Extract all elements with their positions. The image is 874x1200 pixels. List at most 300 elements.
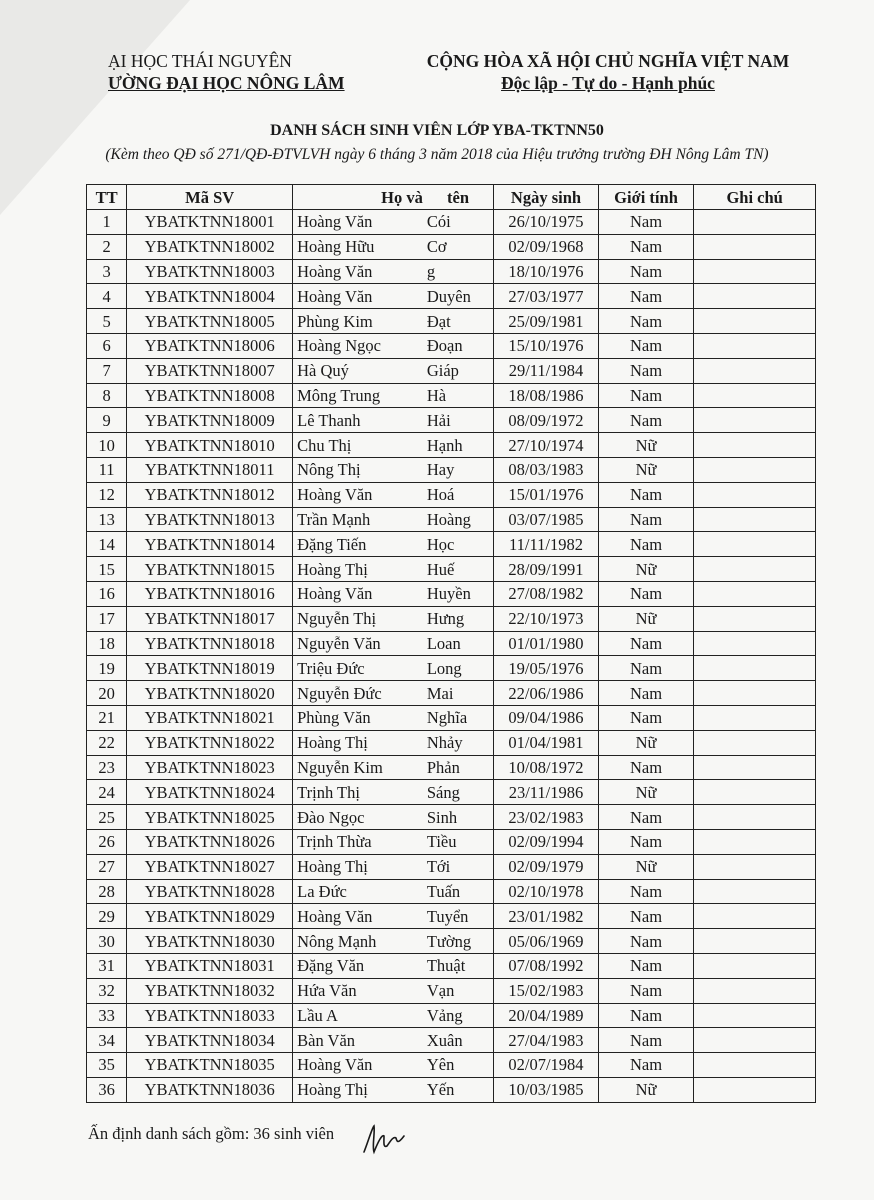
row-tt: 31 (87, 953, 127, 978)
row-tt: 20 (87, 681, 127, 706)
folded-corner (0, 0, 190, 215)
row-ma-sv: YBATKTNN18014 (127, 532, 293, 557)
row-ho: Trịnh Thị (293, 780, 423, 805)
header-ngay-sinh: Ngày sinh (494, 185, 599, 210)
row-tt: 29 (87, 904, 127, 929)
row-ngay-sinh: 22/10/1973 (494, 606, 599, 631)
row-ma-sv: YBATKTNN18010 (127, 433, 293, 458)
table-row (87, 656, 816, 681)
row-gioi-tinh: Nam (598, 1053, 694, 1078)
row-gioi-tinh: Nam (598, 507, 694, 532)
row-ghi-chu (694, 1053, 816, 1078)
table-row (87, 557, 816, 582)
row-gioi-tinh: Nữ (598, 606, 694, 631)
row-ho: Hoàng Văn (293, 581, 423, 606)
row-ngay-sinh: 28/09/1991 (494, 557, 599, 582)
row-gioi-tinh: Nam (598, 656, 694, 681)
row-ghi-chu (694, 309, 816, 334)
row-ho: La Đức (293, 879, 423, 904)
row-ho: Hà Quý (293, 358, 423, 383)
row-ma-sv: YBATKTNN18002 (127, 234, 293, 259)
row-ngay-sinh: 15/01/1976 (494, 482, 599, 507)
row-ho: Mông Trung (293, 383, 423, 408)
row-ghi-chu (694, 532, 816, 557)
row-ho: Nguyễn Thị (293, 606, 423, 631)
table-row (87, 284, 816, 309)
row-ten: Tiều (423, 829, 494, 854)
row-ho: Nguyễn Đức (293, 681, 423, 706)
row-ma-sv: YBATKTNN18012 (127, 482, 293, 507)
row-ho: Đào Ngọc (293, 805, 423, 830)
student-table (86, 184, 816, 1103)
row-tt: 9 (87, 408, 127, 433)
row-ho: Bàn Văn (293, 1028, 423, 1053)
row-ma-sv: YBATKTNN18001 (127, 210, 293, 235)
row-ngay-sinh: 02/09/1994 (494, 829, 599, 854)
row-ghi-chu (694, 433, 816, 458)
header-ten: tên (423, 185, 494, 210)
row-ngay-sinh: 26/10/1975 (494, 210, 599, 235)
table-row (87, 1028, 816, 1053)
row-ten: Đạt (423, 309, 494, 334)
table-row (87, 854, 816, 879)
row-ten: Huyền (423, 581, 494, 606)
row-tt: 14 (87, 532, 127, 557)
row-ten: Phản (423, 755, 494, 780)
row-gioi-tinh: Nam (598, 978, 694, 1003)
row-ma-sv: YBATKTNN18011 (127, 457, 293, 482)
row-ngay-sinh: 23/11/1986 (494, 780, 599, 805)
row-ma-sv: YBATKTNN18005 (127, 309, 293, 334)
row-ngay-sinh: 23/01/1982 (494, 904, 599, 929)
table-row (87, 309, 816, 334)
row-gioi-tinh: Nữ (598, 780, 694, 805)
row-ma-sv: YBATKTNN18033 (127, 1003, 293, 1028)
table-row (87, 953, 816, 978)
row-ten: Yến (423, 1077, 494, 1102)
row-gioi-tinh: Nam (598, 929, 694, 954)
row-ngay-sinh: 22/06/1986 (494, 681, 599, 706)
row-ho: Trịnh Thừa (293, 829, 423, 854)
table-header-row (87, 185, 816, 210)
header-gioi-tinh: Giới tính (598, 185, 694, 210)
row-tt: 11 (87, 457, 127, 482)
row-ten: Sáng (423, 780, 494, 805)
row-ngay-sinh: 27/03/1977 (494, 284, 599, 309)
row-ngay-sinh: 18/10/1976 (494, 259, 599, 284)
row-ghi-chu (694, 705, 816, 730)
table-row (87, 433, 816, 458)
row-ten: Huế (423, 557, 494, 582)
row-ma-sv: YBATKTNN18022 (127, 730, 293, 755)
table-row (87, 1003, 816, 1028)
row-tt: 10 (87, 433, 127, 458)
row-ghi-chu (694, 482, 816, 507)
national-title: CỘNG HÒA XÃ HỘI CHỦ NGHĨA VIỆT NAM (426, 51, 790, 71)
row-ten: Nghĩa (423, 705, 494, 730)
row-ghi-chu (694, 829, 816, 854)
row-ten: Đoạn (423, 333, 494, 358)
row-tt: 35 (87, 1053, 127, 1078)
row-ma-sv: YBATKTNN18016 (127, 581, 293, 606)
row-gioi-tinh: Nam (598, 333, 694, 358)
row-ho: Hoàng Thị (293, 854, 423, 879)
row-tt: 12 (87, 482, 127, 507)
row-ngay-sinh: 08/09/1972 (494, 408, 599, 433)
row-tt: 4 (87, 284, 127, 309)
row-ma-sv: YBATKTNN18021 (127, 705, 293, 730)
table-row (87, 234, 816, 259)
table-row (87, 978, 816, 1003)
row-ghi-chu (694, 408, 816, 433)
row-ho: Chu Thị (293, 433, 423, 458)
row-ma-sv: YBATKTNN18013 (127, 507, 293, 532)
row-gioi-tinh: Nữ (598, 557, 694, 582)
row-ma-sv: YBATKTNN18009 (127, 408, 293, 433)
row-ngay-sinh: 18/08/1986 (494, 383, 599, 408)
table-row (87, 705, 816, 730)
row-ngay-sinh: 07/08/1992 (494, 953, 599, 978)
row-ho: Đặng Tiến (293, 532, 423, 557)
document-subtitle: (Kèm theo QĐ số 271/QĐ-ĐTVLVH ngày 6 tháng 3 năm 2018 của Hiệu trưởng trường ĐH Nông Lâm TN) (105, 146, 769, 163)
row-gioi-tinh: Nam (598, 631, 694, 656)
table-row (87, 457, 816, 482)
row-ho: Hoàng Văn (293, 1053, 423, 1078)
table-row (87, 333, 816, 358)
row-ma-sv: YBATKTNN18028 (127, 879, 293, 904)
row-tt: 13 (87, 507, 127, 532)
table-row (87, 631, 816, 656)
row-ghi-chu (694, 953, 816, 978)
row-gioi-tinh: Nam (598, 681, 694, 706)
row-ngay-sinh: 02/10/1978 (494, 879, 599, 904)
row-ngay-sinh: 27/08/1982 (494, 581, 599, 606)
document-title: DANH SÁCH SINH VIÊN LỚP YBA-TKTNN50 (270, 122, 604, 139)
row-gioi-tinh: Nam (598, 210, 694, 235)
row-ghi-chu (694, 383, 816, 408)
row-ngay-sinh: 09/04/1986 (494, 705, 599, 730)
table-row (87, 929, 816, 954)
row-tt: 7 (87, 358, 127, 383)
row-gioi-tinh: Nữ (598, 433, 694, 458)
row-gioi-tinh: Nữ (598, 1077, 694, 1102)
row-gioi-tinh: Nam (598, 383, 694, 408)
row-gioi-tinh: Nam (598, 259, 694, 284)
row-gioi-tinh: Nam (598, 408, 694, 433)
row-ten: Yên (423, 1053, 494, 1078)
row-tt: 25 (87, 805, 127, 830)
row-ma-sv: YBATKTNN18017 (127, 606, 293, 631)
row-ma-sv: YBATKTNN18007 (127, 358, 293, 383)
row-ho: Hoàng Văn (293, 482, 423, 507)
row-ngay-sinh: 10/03/1985 (494, 1077, 599, 1102)
row-ghi-chu (694, 581, 816, 606)
row-ghi-chu (694, 333, 816, 358)
row-ghi-chu (694, 284, 816, 309)
row-tt: 15 (87, 557, 127, 582)
row-ma-sv: YBATKTNN18031 (127, 953, 293, 978)
issuer-header (108, 50, 398, 94)
table-row (87, 755, 816, 780)
row-ho: Nguyễn Kim (293, 755, 423, 780)
table-row (87, 904, 816, 929)
row-ho: Hoàng Thị (293, 1077, 423, 1102)
row-ten: Tới (423, 854, 494, 879)
row-ho: Đặng Văn (293, 953, 423, 978)
row-tt: 36 (87, 1077, 127, 1102)
row-ghi-chu (694, 681, 816, 706)
table-row (87, 1077, 816, 1102)
row-tt: 5 (87, 309, 127, 334)
row-ma-sv: YBATKTNN18004 (127, 284, 293, 309)
row-ngay-sinh: 27/10/1974 (494, 433, 599, 458)
row-ten: Tuấn (423, 879, 494, 904)
row-ghi-chu (694, 606, 816, 631)
table-row (87, 681, 816, 706)
row-ghi-chu (694, 1003, 816, 1028)
row-ngay-sinh: 29/11/1984 (494, 358, 599, 383)
national-motto: Độc lập - Tự do - Hạnh phúc (501, 73, 715, 93)
row-tt: 26 (87, 829, 127, 854)
row-ngay-sinh: 27/04/1983 (494, 1028, 599, 1053)
row-gioi-tinh: Nữ (598, 854, 694, 879)
row-ma-sv: YBATKTNN18036 (127, 1077, 293, 1102)
row-ho: Lầu A (293, 1003, 423, 1028)
table-row (87, 532, 816, 557)
row-ma-sv: YBATKTNN18003 (127, 259, 293, 284)
table-row (87, 358, 816, 383)
row-ma-sv: YBATKTNN18023 (127, 755, 293, 780)
row-tt: 8 (87, 383, 127, 408)
row-tt: 34 (87, 1028, 127, 1053)
row-ho: Hứa Văn (293, 978, 423, 1003)
row-tt: 23 (87, 755, 127, 780)
row-ten: Tường (423, 929, 494, 954)
row-ho: Hoàng Thị (293, 557, 423, 582)
row-ho: Hoàng Ngọc (293, 333, 423, 358)
table-row (87, 829, 816, 854)
row-ma-sv: YBATKTNN18025 (127, 805, 293, 830)
table-row (87, 879, 816, 904)
row-ghi-chu (694, 631, 816, 656)
table-row (87, 780, 816, 805)
row-ngay-sinh: 15/10/1976 (494, 333, 599, 358)
row-ten: Loan (423, 631, 494, 656)
row-ngay-sinh: 02/09/1979 (494, 854, 599, 879)
row-gioi-tinh: Nam (598, 1003, 694, 1028)
footer-note: Ấn định danh sách gồm: 36 sinh viên (88, 1124, 335, 1143)
row-ghi-chu (694, 879, 816, 904)
row-ghi-chu (694, 656, 816, 681)
row-ho: Hoàng Văn (293, 210, 423, 235)
row-ho: Hoàng Hữu (293, 234, 423, 259)
table-row (87, 408, 816, 433)
row-ngay-sinh: 01/01/1980 (494, 631, 599, 656)
table-row (87, 1053, 816, 1078)
row-ho: Hoàng Văn (293, 904, 423, 929)
row-ten: Long (423, 656, 494, 681)
row-ho: Lê Thanh (293, 408, 423, 433)
row-gioi-tinh: Nam (598, 581, 694, 606)
row-ghi-chu (694, 507, 816, 532)
row-ngay-sinh: 10/08/1972 (494, 755, 599, 780)
row-ten: g (423, 259, 494, 284)
table-row (87, 507, 816, 532)
row-ma-sv: YBATKTNN18034 (127, 1028, 293, 1053)
row-ghi-chu (694, 780, 816, 805)
row-ten: Xuân (423, 1028, 494, 1053)
row-ho: Nông Thị (293, 457, 423, 482)
row-ngay-sinh: 05/06/1969 (494, 929, 599, 954)
row-tt: 1 (87, 210, 127, 235)
row-ngay-sinh: 03/07/1985 (494, 507, 599, 532)
row-ten: Cói (423, 210, 494, 235)
row-ho: Nguyễn Văn (293, 631, 423, 656)
row-ho: Hoàng Thị (293, 730, 423, 755)
row-gioi-tinh: Nam (598, 705, 694, 730)
row-ten: Thuật (423, 953, 494, 978)
row-ten: Hoá (423, 482, 494, 507)
row-gioi-tinh: Nam (598, 829, 694, 854)
row-ngay-sinh: 23/02/1983 (494, 805, 599, 830)
row-tt: 16 (87, 581, 127, 606)
issuer-name: ƯỜNG ĐẠI HỌC NÔNG LÂM (108, 73, 345, 93)
row-gioi-tinh: Nam (598, 1028, 694, 1053)
signature-mark (360, 1122, 410, 1158)
row-ngay-sinh: 01/04/1981 (494, 730, 599, 755)
row-ho: Nông Mạnh (293, 929, 423, 954)
row-gioi-tinh: Nam (598, 482, 694, 507)
row-tt: 2 (87, 234, 127, 259)
row-ghi-chu (694, 978, 816, 1003)
row-ghi-chu (694, 358, 816, 383)
row-ten: Giáp (423, 358, 494, 383)
row-ngay-sinh: 20/04/1989 (494, 1003, 599, 1028)
national-header (418, 50, 798, 94)
row-ten: Học (423, 532, 494, 557)
row-ma-sv: YBATKTNN18020 (127, 681, 293, 706)
row-ten: Hưng (423, 606, 494, 631)
row-ngay-sinh: 11/11/1982 (494, 532, 599, 557)
row-tt: 24 (87, 780, 127, 805)
row-ten: Hoàng (423, 507, 494, 532)
row-ngay-sinh: 15/02/1983 (494, 978, 599, 1003)
row-gioi-tinh: Nam (598, 284, 694, 309)
row-gioi-tinh: Nam (598, 879, 694, 904)
row-ghi-chu (694, 1077, 816, 1102)
row-ten: Nhảy (423, 730, 494, 755)
row-gioi-tinh: Nam (598, 309, 694, 334)
row-tt: 19 (87, 656, 127, 681)
row-ten: Hải (423, 408, 494, 433)
row-ma-sv: YBATKTNN18032 (127, 978, 293, 1003)
table-row (87, 482, 816, 507)
row-ma-sv: YBATKTNN18018 (127, 631, 293, 656)
row-ho: Triệu Đức (293, 656, 423, 681)
row-ma-sv: YBATKTNN18019 (127, 656, 293, 681)
row-gioi-tinh: Nữ (598, 457, 694, 482)
row-tt: 22 (87, 730, 127, 755)
row-ma-sv: YBATKTNN18006 (127, 333, 293, 358)
row-tt: 33 (87, 1003, 127, 1028)
row-ma-sv: YBATKTNN18026 (127, 829, 293, 854)
table-row (87, 606, 816, 631)
row-tt: 32 (87, 978, 127, 1003)
row-gioi-tinh: Nam (598, 358, 694, 383)
table-row (87, 581, 816, 606)
header-ho: Họ và (293, 185, 423, 210)
header-tt: TT (87, 185, 127, 210)
table-row (87, 210, 816, 235)
row-ten: Duyên (423, 284, 494, 309)
row-ghi-chu (694, 259, 816, 284)
row-ho: Trần Mạnh (293, 507, 423, 532)
header-ghi-chu: Ghi chú (694, 185, 816, 210)
row-ten: Tuyển (423, 904, 494, 929)
row-ten: Sinh (423, 805, 494, 830)
row-tt: 21 (87, 705, 127, 730)
row-tt: 27 (87, 854, 127, 879)
row-ma-sv: YBATKTNN18027 (127, 854, 293, 879)
row-ten: Vảng (423, 1003, 494, 1028)
row-ghi-chu (694, 904, 816, 929)
row-ngay-sinh: 02/07/1984 (494, 1053, 599, 1078)
row-ten: Hay (423, 457, 494, 482)
row-ma-sv: YBATKTNN18030 (127, 929, 293, 954)
row-ngay-sinh: 19/05/1976 (494, 656, 599, 681)
row-ngay-sinh: 25/09/1981 (494, 309, 599, 334)
row-ghi-chu (694, 805, 816, 830)
row-tt: 6 (87, 333, 127, 358)
row-ten: Hạnh (423, 433, 494, 458)
row-tt: 17 (87, 606, 127, 631)
row-ho: Hoàng Văn (293, 284, 423, 309)
row-ghi-chu (694, 854, 816, 879)
table-row (87, 383, 816, 408)
table-row (87, 259, 816, 284)
row-ngay-sinh: 08/03/1983 (494, 457, 599, 482)
table-row (87, 805, 816, 830)
row-ho: Phùng Kim (293, 309, 423, 334)
row-gioi-tinh: Nam (598, 755, 694, 780)
row-tt: 28 (87, 879, 127, 904)
row-ma-sv: YBATKTNN18029 (127, 904, 293, 929)
row-ghi-chu (694, 755, 816, 780)
row-ten: Mai (423, 681, 494, 706)
row-gioi-tinh: Nam (598, 234, 694, 259)
row-ma-sv: YBATKTNN18015 (127, 557, 293, 582)
issuer-parent: ẠI HỌC THÁI NGUYÊN (108, 51, 292, 71)
row-ho: Phùng Văn (293, 705, 423, 730)
row-tt: 30 (87, 929, 127, 954)
row-tt: 18 (87, 631, 127, 656)
row-ghi-chu (694, 557, 816, 582)
row-ghi-chu (694, 730, 816, 755)
row-ghi-chu (694, 234, 816, 259)
row-ma-sv: YBATKTNN18035 (127, 1053, 293, 1078)
row-gioi-tinh: Nam (598, 953, 694, 978)
row-ten: Hà (423, 383, 494, 408)
row-gioi-tinh: Nam (598, 805, 694, 830)
table-row (87, 730, 816, 755)
row-ghi-chu (694, 210, 816, 235)
row-gioi-tinh: Nam (598, 904, 694, 929)
header-ma-sv: Mã SV (127, 185, 293, 210)
row-ten: Cơ (423, 234, 494, 259)
row-ten: Vạn (423, 978, 494, 1003)
row-tt: 3 (87, 259, 127, 284)
row-gioi-tinh: Nam (598, 532, 694, 557)
